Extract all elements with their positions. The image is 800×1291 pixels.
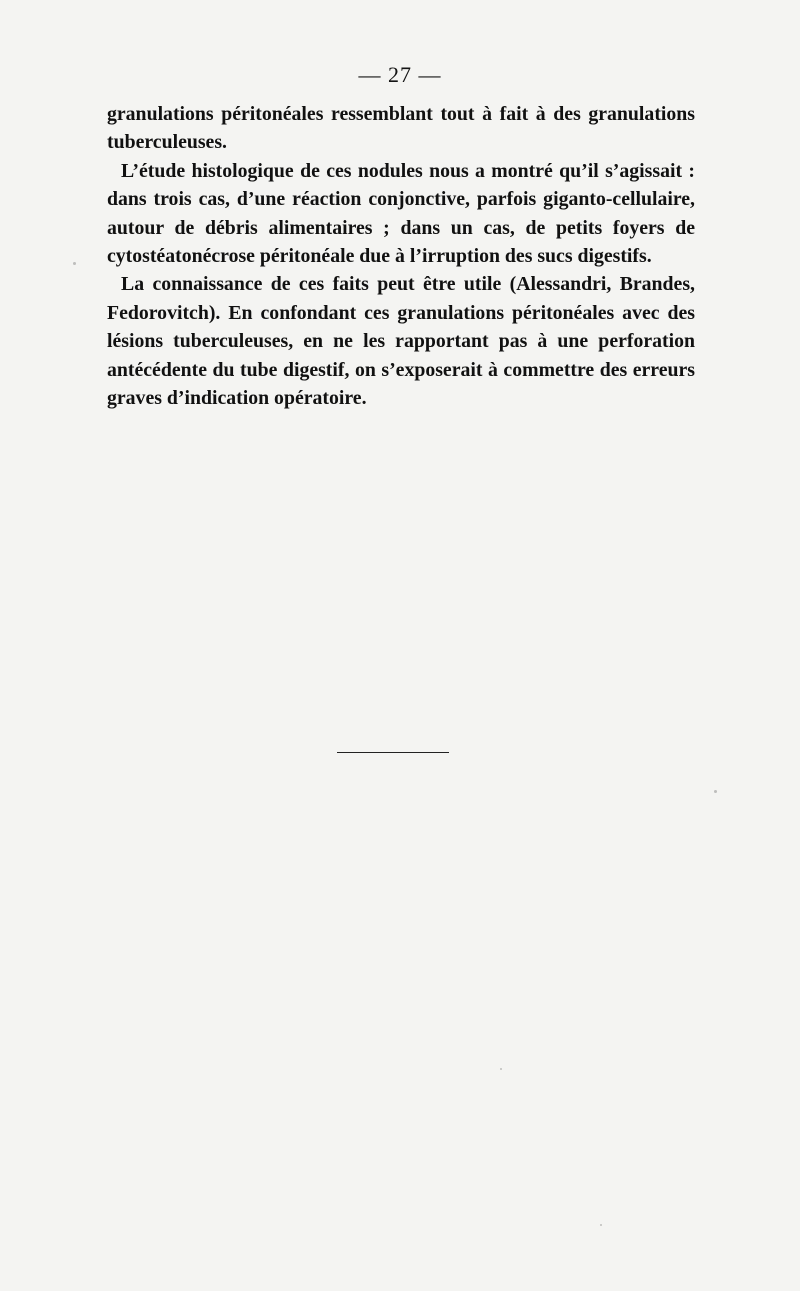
body-text xyxy=(107,100,695,412)
paragraph-2: L’étude histologique de ces nodules nous a montré qu’il s’agissait : dans trois cas, d’une réaction conjonctive, parfois giganto-cellulaire, autour de débris alimentaires ; dans un cas, de petits foyers de cytostéatonécrose péritonéale due à l’irruption des sucs digestifs. xyxy=(107,159,695,268)
page-number: — 27 — xyxy=(358,62,442,87)
paragraph-1: granulations péritonéales ressemblant tout à fait à des granulations tuberculeuses. xyxy=(107,103,695,154)
section-rule xyxy=(337,752,449,753)
paper-speck xyxy=(500,1068,502,1070)
paper-speck xyxy=(714,790,717,793)
paper-speck xyxy=(73,262,76,265)
paper-speck xyxy=(600,1224,602,1226)
paragraph-3: La connaissance de ces faits peut être utile (Alessandri, Brandes, Fedorovitch). En confondant ces granulations péritonéales avec des lésions tuberculeuses, en ne les rapportant pas à une perforation antécédente du tube digestif, on s’exposerait à commettre des erreurs graves d’indication opératoire. xyxy=(107,273,695,410)
